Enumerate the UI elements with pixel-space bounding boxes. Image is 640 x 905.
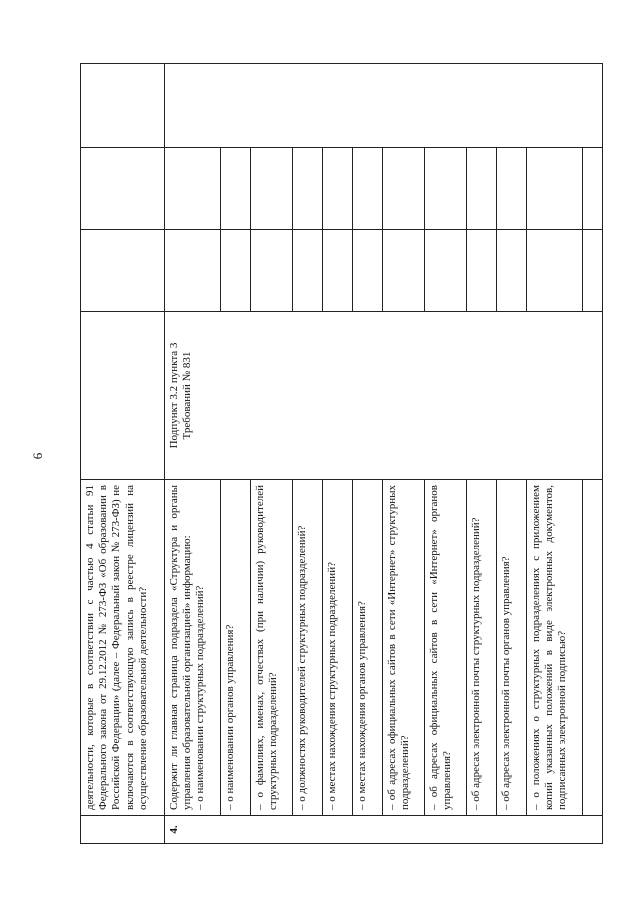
sub-item: – об адресах официальных сайтов в сети «Интернет» органов управления?	[425, 480, 467, 816]
question-cell	[165, 480, 221, 816]
answer-cell	[383, 148, 425, 230]
empty-cell	[583, 480, 603, 816]
answer-cell	[425, 148, 467, 230]
answer-cell	[323, 148, 353, 230]
sub-item: – о местах нахождения органов управления?	[353, 480, 383, 816]
reference-cell	[81, 312, 165, 480]
sub-item: – об адресах электронной почты органов управления?	[497, 480, 527, 816]
answer-cell	[293, 230, 323, 312]
answer-cell	[81, 230, 165, 312]
answer-cell	[165, 148, 221, 230]
answer-cell	[583, 148, 603, 230]
checklist-table-wrapper	[80, 64, 580, 844]
comment-cell	[81, 64, 165, 148]
answer-cell	[497, 230, 527, 312]
answer-cell	[425, 230, 467, 312]
answer-cell	[527, 230, 583, 312]
answer-cell	[583, 230, 603, 312]
sub-item: – о фамилиях, именах, отчествах (при наличии) руководителей структурных подразделений?	[251, 480, 293, 816]
answer-cell	[81, 148, 165, 230]
reference-cell: Подпункт 3.2 пункта 3 Требований № 831	[165, 312, 603, 480]
answer-cell	[293, 148, 323, 230]
answer-cell	[353, 148, 383, 230]
sub-item: – о местах нахождения структурных подразделений?	[323, 480, 353, 816]
answer-cell	[251, 230, 293, 312]
answer-cell	[221, 148, 251, 230]
table-row-item-4	[165, 64, 221, 844]
answer-cell	[251, 148, 293, 230]
sub-item: – об адресах официальных сайтов в сети «Интернет» структурных подразделений?	[383, 480, 425, 816]
table-row-continuation	[81, 64, 165, 844]
answer-cell	[467, 148, 497, 230]
answer-cell	[323, 230, 353, 312]
answer-cell	[383, 230, 425, 312]
item-question: Содержит ли главная страница подраздела «Структура и органы управления образовательной организацией» информацию:	[168, 485, 194, 810]
answer-cell	[165, 230, 221, 312]
answer-cell	[221, 230, 251, 312]
checklist-table	[80, 63, 603, 844]
sub-item: – о наименовании структурных подразделений?	[194, 585, 207, 810]
answer-cell	[497, 148, 527, 230]
rotated-page-content	[80, 64, 580, 844]
item-number: 4.	[165, 816, 603, 844]
sub-item: – о положениях о структурных подразделениях с приложением копий указанных положений в виде электронных документов, подписанных электронной подписью?	[527, 480, 583, 816]
sub-item: – о наименовании органов управления?	[221, 480, 251, 816]
sub-item: – об адресах электронной почты структурных подразделений?	[467, 480, 497, 816]
question-cell: деятельности, которые в соответствии с частью 4 статьи 91 Федерального закона от 29.12.2012 № 273-ФЗ «Об образовании в Российской Федерации» (далее – Федеральный закон № 273-ФЗ) не включаются в соответствующую запись в реестре лицензий на осуществление образовательной деятельности?	[81, 480, 165, 816]
answer-cell	[527, 148, 583, 230]
comment-cell	[165, 64, 603, 148]
answer-cell	[467, 230, 497, 312]
number-cell	[81, 816, 165, 844]
sub-item: – о должностях руководителей структурных подразделений?	[293, 480, 323, 816]
page-number: 6	[30, 452, 45, 460]
answer-cell	[353, 230, 383, 312]
